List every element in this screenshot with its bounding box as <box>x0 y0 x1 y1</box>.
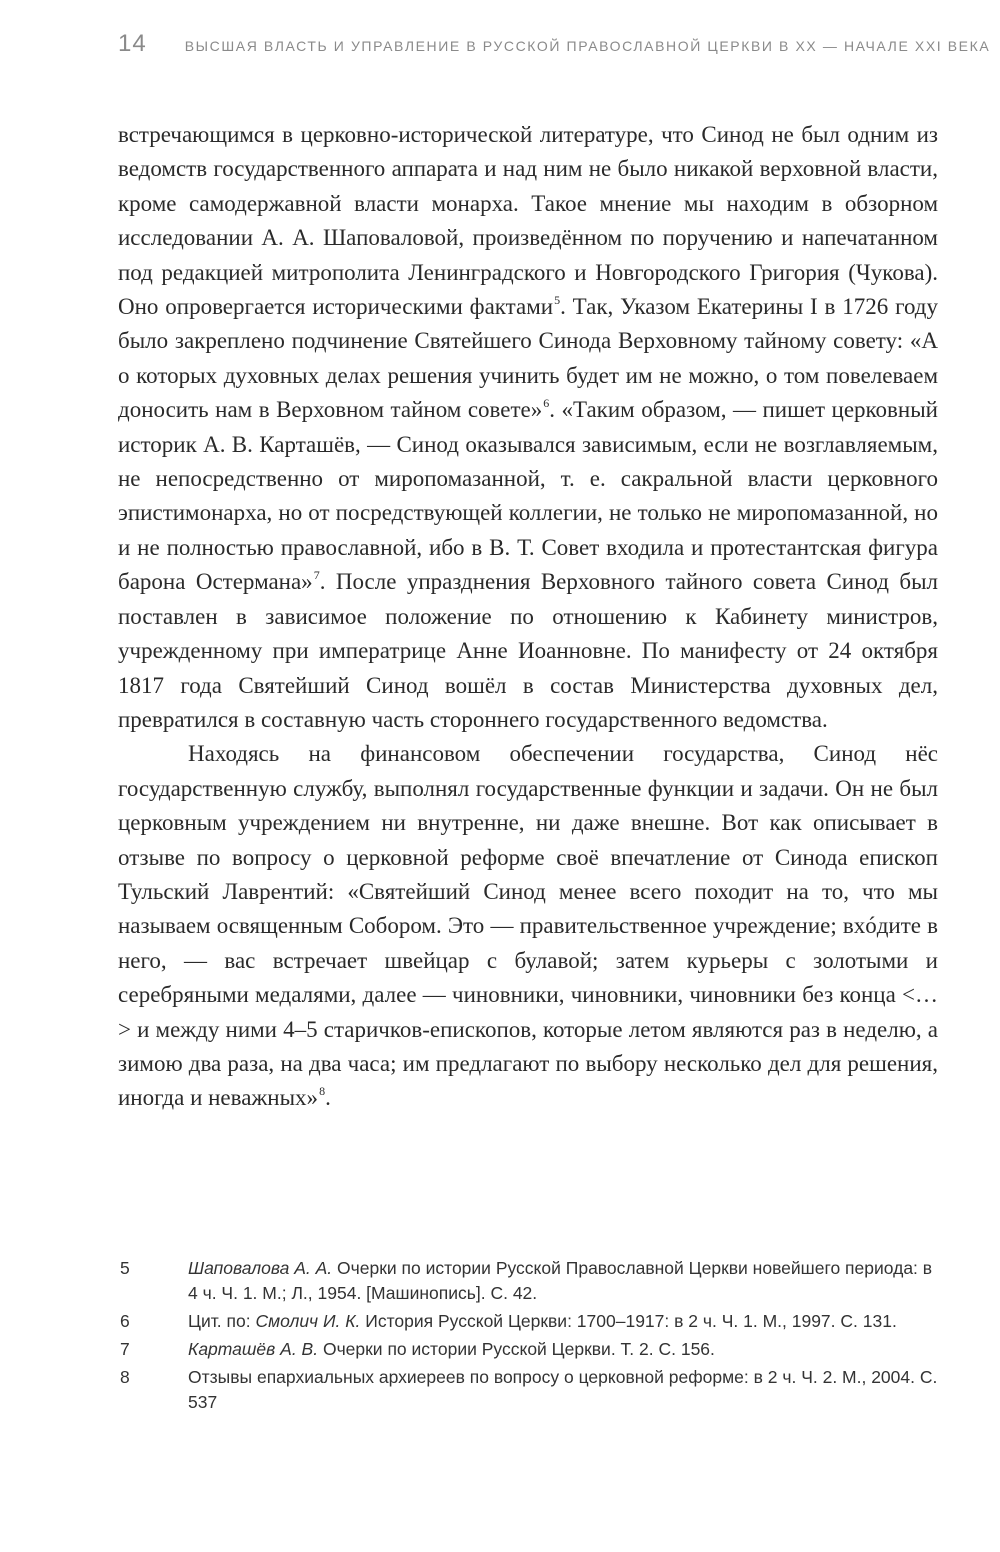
text-segment: встречающимся в церковно-исторической литературе, что Синод не был одним из ведомств государственного аппарата и над ним не было никакой верховной власти, кроме самодержавной власти монарха. Такое мнение мы находим в обзорном исследовании А. А. Шаповаловой, произведённом по поручению и напечатанном под редакцией митрополита Ленинградского и Новгородского Григория (Чукова). Оно опровергается историческими фактами <box>118 122 938 320</box>
paragraph-2 <box>118 737 938 1115</box>
footnote-author: Карташёв А. В. <box>188 1339 319 1359</box>
paragraph-1 <box>118 118 938 737</box>
footnote-text <box>188 1337 940 1362</box>
page-number: 14 <box>118 30 147 57</box>
footnote-number: 7 <box>120 1339 130 1359</box>
footnote-5 <box>120 1256 940 1306</box>
footnote-ref-5[interactable]: 5 <box>554 293 561 308</box>
footnote-8 <box>120 1365 940 1415</box>
footnote-number: 8 <box>120 1367 130 1387</box>
footnotes <box>120 1256 940 1418</box>
text-segment: . <box>325 1085 331 1111</box>
footnote-text <box>188 1309 940 1334</box>
footnote-6 <box>120 1309 940 1334</box>
footnote-ref-6[interactable]: 6 <box>543 396 550 411</box>
footnote-number: 5 <box>120 1258 130 1278</box>
footnote-body: Очерки по истории Русской Церкви. Т. 2. С. 156. <box>318 1339 715 1359</box>
footnote-author: Шаповалова А. А. <box>188 1258 333 1278</box>
footnote-7 <box>120 1337 940 1362</box>
footnote-number: 6 <box>120 1311 130 1331</box>
main-text <box>118 118 938 1116</box>
running-title: ВЫСШАЯ ВЛАСТЬ И УПРАВЛЕНИЕ В РУССКОЙ ПРАВОСЛАВНОЙ ЦЕРКВИ В XX — НАЧАЛЕ XXI ВЕКА <box>184 38 991 54</box>
text-segment: Находясь на финансовом обеспечении государства, Синод нёс государственную службу, выполнял государственные функции и задачи. Он не был церковным учреждением ни внутренне, ни даже внешне. Вот как описывает в отзыве по вопросу о церковной реформе своё впечатление от Синода епископ Тульский Лаврентий: «Святейший Синод менее всего походит на то, что мы называем освященным Собором. Это — правительственное учреждение; вхóдите в него, — вас встречает швейцар с булавой; затем курьеры с золотыми и серебряными медалями, далее — чиновники, чиновники, чиновники без конца <…> и между ними 4–5 старичков-епископов, которые летом являются раз в неделю, а зимою два раза, на два часа; им предлагают по выбору несколько дел для решения, иногда и неважных» <box>118 741 938 1111</box>
footnote-body: Очерки по истории Русской Православной Церкви новейшего периода: в 4 ч. Ч. 1. М.; Л., 1954. [Машинопись]. С. 42. <box>188 1258 933 1303</box>
text-segment: . После упразднения Верховного тайного совета Синод был поставлен в зависимое положение по отношению к Кабинету министров, учрежденному при императрице Анне Иоанновне. По манифесту от 24 октября 1817 года Святейший Синод вошёл в состав Министерства духовных дел, превратился в составную часть стороннего государственного ведомства. <box>118 569 938 732</box>
footnote-ref-8[interactable]: 8 <box>319 1084 326 1099</box>
text-segment: . Так, Указом Екатерины I в 1726 году было закреплено подчинение Святейшего Синода Верховному тайному совету: «А о которых духовных делах решения учинить будет им не можно, о том повелеваем доносить нам в Верховном тайном совете» <box>118 294 938 423</box>
footnote-ref-7[interactable]: 7 <box>313 568 320 583</box>
running-header <box>118 30 991 70</box>
footnote-text <box>188 1365 940 1415</box>
footnote-body: История Русской Церкви: 1700–1917: в 2 ч. Ч. 1. М., 1997. С. 131. <box>360 1311 897 1331</box>
footnote-author: Смолич И. К. <box>255 1311 361 1331</box>
text-segment: . «Таким образом, — пишет церковный историк А. В. Карташёв, — Синод оказывался зависимым, если не возглавляемым, не непосредственно от миропомазанной, т. е. сакральной власти церковного эпистимонарха, но от посредствующей коллегии, не только не миропомазанной, но и не полностью православной, ибо в В. Т. Совет входила и протестантская фигура барона Остермана» <box>118 397 938 595</box>
footnote-body: Отзывы епархиальных архиереев по вопросу о церковной реформе: в 2 ч. Ч. 2. М., 2004. С. 537 <box>188 1367 938 1412</box>
footnote-prefix: Цит. по: <box>188 1311 256 1331</box>
footnote-text <box>188 1256 940 1306</box>
